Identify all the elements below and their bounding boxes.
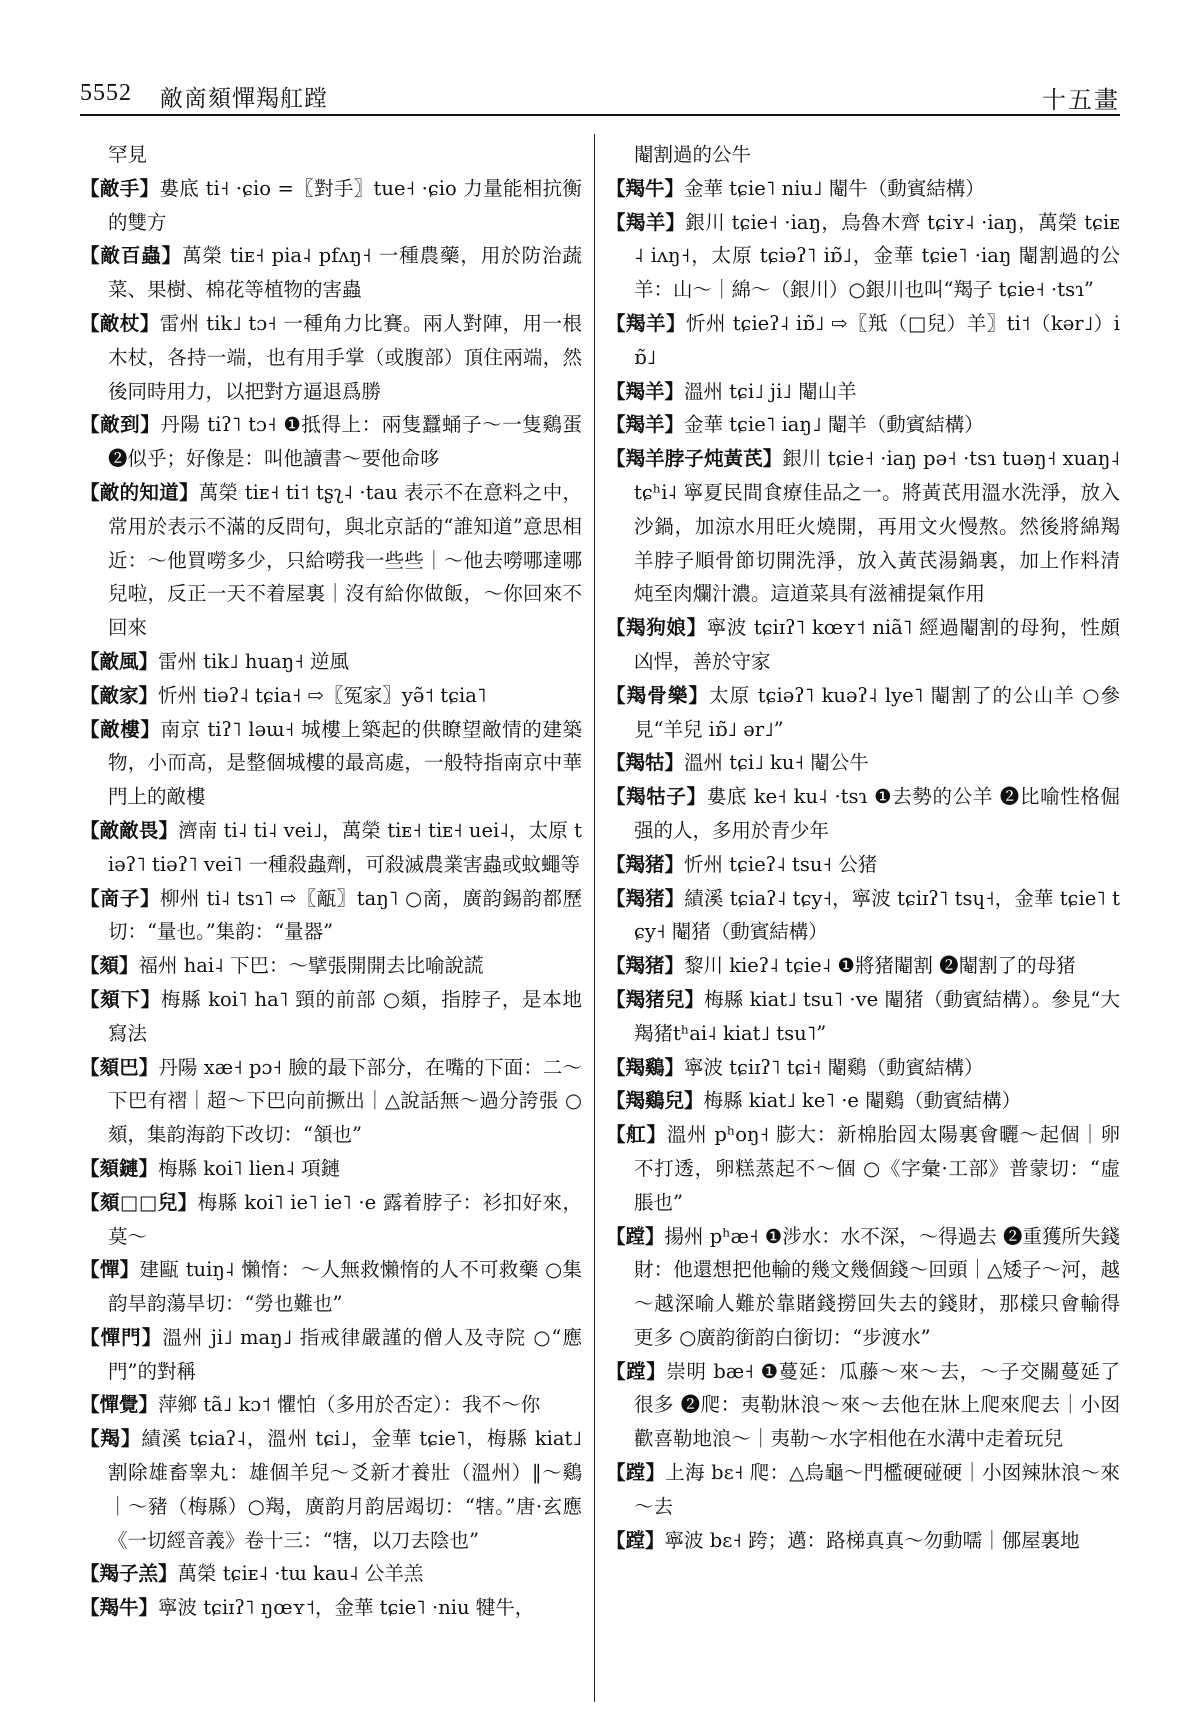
entry-definition: 罕見: [108, 143, 148, 166]
dictionary-entry: [606, 442, 1120, 611]
entry-definition: 濟南 ti˨ ti˨ vei˩，萬榮 tiᴇ˧ tiᴇ˧ uei˨，太原 tiəʔ˥ tiəʔ˥ vei˥ 一種殺蟲劑，可殺滅農業害蟲或蚊蠅等: [108, 818, 582, 876]
dictionary-entry: [80, 1591, 582, 1625]
dictionary-entry: [80, 172, 582, 240]
entry-headword: 【羯羊】: [606, 311, 686, 335]
entry-definition: 婁底 ti˧ ·ɕio =〖對手〗tue˧ ·ɕio 力量能相抗衡的雙方: [108, 176, 582, 234]
entry-headword: 【羯猪】: [606, 852, 685, 876]
entry-definition: 銀川 tɕie˧ ·iaŋ，烏魯木齊 tɕiʏ˨ ·iaŋ，萬榮 tɕiᴇ˨ iʌŋ˧，太原 tɕiəʔ˥ iɒ̃˩，金華 tɕie˥ ·iaŋ 閹割過的公羊：山～｜綿～（銀川）○銀川也叫“羯子 tɕie˧ ·tsɿ”: [634, 210, 1120, 302]
entry-headword: 【羯羊】: [606, 413, 685, 437]
entry-headword: 【頦下】: [80, 987, 161, 1011]
entry-definition: 梅縣 koi˥ lien˨ 項鏈: [158, 1156, 341, 1180]
entry-definition: 丹陽 xæ˧ pɔ˧ 臉的最下部分，在嘴的下面：二～下巴有褶｜超～下巴向前撅出｜△說話無～過分誇張 ○頦，集韵海韵下改切：“頷也”: [108, 1055, 582, 1147]
dictionary-entry: [606, 307, 1120, 375]
dictionary-entry: [80, 307, 582, 408]
left-column: [80, 138, 582, 1625]
dictionary-entry: [606, 679, 1120, 747]
dictionary-entry: [606, 983, 1120, 1051]
dictionary-entry: [80, 645, 582, 679]
dictionary-entry: [606, 408, 1120, 442]
right-column: [606, 138, 1120, 1557]
dictionary-entry: [606, 1051, 1120, 1085]
entry-definition: 忻州 tɕieʔ˨ iɒ̃˩ ⇨〖羝（□兒）羊〗ti˦（kər˩）iɒ̃˩: [634, 311, 1120, 369]
column-divider: [594, 134, 595, 1702]
entry-definition: 南京 tiʔ˥ ləɯ˧ 城樓上築起的供瞭望敵情的建築物，小而高，是整個城樓的最高處，一般特指南京中華門上的敵樓: [108, 717, 582, 809]
entry-definition: 雷州 tik˩ tɔ˧ 一種角力比賽。兩人對陣，用一根木杖，各持一端，也有用手掌（或腹部）頂住兩端，然後同時用力，以把對方逼退爲勝: [108, 311, 582, 403]
entry-definition: 寧波 tɕiɪʔ˥ ŋœʏ˦，金華 tɕie˥ ·niu 犍牛，: [158, 1596, 535, 1620]
entry-definition: 忻州 tɕieʔ˨ tsu˧ 公猪: [684, 852, 878, 876]
entry-headword: 【羯羊脖子炖黃芪】: [606, 447, 783, 471]
entry-headword: 【敵百蟲】: [80, 244, 183, 268]
entry-headword: 【敵樓】: [80, 717, 161, 741]
entry-definition: 上海 bɛ˧ 爬：△烏龜～門檻硬碰硬｜小囡辣牀浪～來～去: [634, 1461, 1120, 1518]
entry-headword: 【羯牯子】: [606, 785, 707, 809]
entry-headword: 【羯牯】: [606, 751, 685, 775]
entry-definition: 太原 tɕiəʔ˥ kuəʔ˨ lye˥ 閹割了的公山羊 ○參見“羊兒 iɒ̃˩ ər˩”: [634, 683, 1120, 741]
entry-headword: 【羯子羔】: [80, 1562, 178, 1586]
entry-definition: 閹割過的公牛: [634, 143, 752, 166]
entry-headword: 【敵家】: [80, 683, 159, 707]
dictionary-entry: [80, 949, 582, 983]
entry-definition: 建甌 tuiŋ˨ 懶惰：～人無救懶惰的人不可救藥 ○集韵旱韵蕩旱切：“勞也難也”: [108, 1258, 582, 1316]
entry-headword: 【敵手】: [80, 176, 160, 200]
dictionary-entry: [606, 1456, 1120, 1524]
entry-headword: 【敵敵畏】: [80, 818, 179, 842]
entry-definition: 梅縣 koi˥ ha˥ 頸的前部 ○頦，指脖子，是本地寫法: [108, 987, 582, 1045]
dictionary-entry: [80, 713, 582, 814]
entry-definition: 溫州 pʰoŋ˧ 膨大：新棉胎囥太陽裏會曬～起個｜卵不打透，卵糕蒸起不～個 ○《字彙·工部》普蒙切：“虛脹也”: [634, 1123, 1120, 1214]
dictionary-entry: [80, 1253, 582, 1321]
entry-headword: 【頦巴】: [80, 1055, 159, 1079]
entry-definition: 金華 tɕie˥ niu˩ 閹牛（動賓結構）: [684, 176, 985, 200]
entry-headword: 【羯羊】: [606, 210, 686, 234]
dictionary-entry: [80, 1051, 582, 1152]
entry-definition: 銀川 tɕie˧ ·iaŋ pə˧ ·tsɿ tuəŋ˧ xuaŋ˨ tɕʰi˨ 寧夏民間食療佳品之一。將黃芪用溫水洗淨，放入沙鍋，加涼水用旺火燒開，再用文火慢熬。然後將綿羯羊脖子順骨節切開洗淨，放入黃芪湯鍋裏，加上作料清炖至肉爛汁濃。這道菜具有滋補提氣作用: [634, 447, 1120, 606]
entry-definition: 忻州 tiəʔ˨ tɕia˧ ⇨〖冤家〗yə̃˦ tɕia˥: [158, 683, 487, 707]
entry-headword: 【羯】: [80, 1427, 142, 1451]
entry-definition: 梅縣 koi˥ ie˥ ie˥ ·e 露着脖子：衫扣好來，莫～: [108, 1190, 582, 1248]
entry-headword: 【憚】: [80, 1258, 140, 1282]
entry-headword: 【啇子】: [80, 886, 160, 910]
entry-definition: 婁底 ke˧ ku˨ ·tsɿ ❶去勢的公羊 ❷比喻性格倔强的人，多用於青少年: [634, 785, 1120, 842]
entry-headword: 【蹚】: [606, 1461, 666, 1485]
stroke-section-label: 十五畫: [1042, 86, 1120, 114]
entry-headword: 【羯骨樂】: [606, 683, 710, 707]
entry-headword: 【頦鏈】: [80, 1156, 159, 1180]
entry-headword: 【羯鷄】: [606, 1055, 685, 1079]
entry-definition: 溫州 tɕi˩ ji˩ 閹山羊: [684, 379, 857, 403]
entry-headword: 【蹚】: [606, 1528, 665, 1552]
dictionary-entry: [606, 1524, 1120, 1558]
dictionary-entry: [80, 1557, 582, 1591]
entry-definition: 雷州 tik˩ huaŋ˧ 逆風: [158, 649, 350, 673]
dictionary-entry: [606, 1084, 1120, 1118]
entry-definition: 丹陽 tiʔ˥ tɔ˧ ❶抵得上：兩隻蠶蛹子～一隻鷄蛋 ❷似乎；好像是：叫他讀書～要他命哆: [108, 413, 582, 471]
entry-headword: 【蹚】: [606, 1359, 667, 1383]
entry-headword: 【羯猪】: [606, 954, 685, 978]
dictionary-entry: [606, 746, 1120, 780]
entry-headword: 【羯牛】: [80, 1596, 159, 1620]
dictionary-entry: [606, 206, 1120, 307]
dictionary-entry: [606, 949, 1120, 983]
entry-definition: 寧波 tɕiɪʔ˥ kœʏ˦ niã˥ 經過閹割的母狗，性頗凶悍，善於守家: [634, 616, 1120, 673]
dictionary-entry: [80, 983, 582, 1051]
entry-definition: 萬榮 tiᴇ˧ pia˨ pfʌŋ˧ 一種農藥，用於防治蔬菜、果樹、棉花等植物的害蟲: [108, 244, 582, 302]
entry-headword: 【羯羊】: [606, 379, 685, 403]
entry-definition: 寧波 bɛ˧ 跨；邁：路梯真真～勿動嚅｜㑚屋裏地: [664, 1528, 1080, 1552]
entry-headword: 【羯狗娘】: [606, 616, 707, 640]
entry-definition: 梅縣 kiat˩ ke˥ ·e 閹鷄（動賓結構）: [703, 1089, 1022, 1113]
entry-definition: 溫州 ji˩ maŋ˩ 指戒律嚴謹的僧人及寺院 ○“應門”的對稱: [108, 1325, 582, 1383]
entry-definition: 萬榮 tɕiᴇ˨ ·tɯ kau˨ 公羊羔: [177, 1562, 424, 1586]
entry-definition: 黎川 kieʔ˨ tɕie˨ ❶將猪閹割 ❷閹割了的母猪: [684, 954, 1076, 978]
entry-headword: 【蹚】: [606, 1224, 665, 1248]
dictionary-entry: [606, 780, 1120, 848]
dictionary-entry: [80, 239, 582, 307]
page-header: [80, 72, 1120, 120]
dictionary-entry: [606, 611, 1120, 679]
dictionary-entry: [606, 172, 1120, 206]
entry-definition: 績溪 tɕiaʔ˨，溫州 tɕi˩，金華 tɕie˥，梅縣 kiat˩ 割除雄畜睾丸：雄個羊兒～爻新才養壯（溫州）‖～鷄｜～豬（梅縣）○羯，廣韵月韵居竭切：“犗。”唐·玄應《一切經音義》卷十三：“犗，以刀去陰也”: [108, 1427, 582, 1552]
entry-headword: 【敵杖】: [80, 311, 160, 335]
entry-headword: 【憚門】: [80, 1325, 163, 1349]
entry-headword: 【羯鷄兒】: [606, 1089, 704, 1113]
entry-headword: 【頦】: [80, 954, 139, 978]
dictionary-entry: [80, 1152, 582, 1186]
dictionary-entry: [80, 476, 582, 645]
entry-headword: 【敵的知道】: [80, 480, 199, 504]
dictionary-entry: [80, 1321, 582, 1389]
dictionary-entry: [606, 1220, 1120, 1355]
entry-headword: 【羯猪兒】: [606, 987, 705, 1011]
dictionary-entry: [80, 679, 582, 713]
dictionary-entry: [606, 848, 1120, 882]
dictionary-entry: [80, 814, 582, 882]
dictionary-entry: [80, 882, 582, 950]
running-head-characters: 敵啇頦憚羯舡蹚: [160, 86, 328, 112]
dictionary-entry: [80, 138, 582, 172]
dictionary-entry: [606, 1355, 1120, 1456]
entry-headword: 【敵風】: [80, 649, 159, 673]
header-rule: [80, 114, 1120, 116]
dictionary-entry: [606, 1118, 1120, 1219]
entry-definition: 揚州 pʰæ˧ ❶涉水：水不深，～得過去 ❷重獲所失錢財：他還想把他輸的幾文幾個錢～回頭｜△矮子～河，越～越深喻人難於靠賭錢撈回失去的錢財，那樣只會輸得更多 ○廣韵銜韵白銜切：“步渡水”: [634, 1224, 1120, 1349]
entry-definition: 福州 hai˨ 下巴：～擘張開開去比喻說謊: [138, 954, 484, 978]
entry-definition: 萍鄉 tã˩ kɔ˦ 懼怕（多用於否定）：我不～你: [158, 1393, 541, 1417]
dictionary-entry: [80, 1388, 582, 1422]
entry-definition: 績溪 tɕiaʔ˨ tɕy˧，寧波 tɕiɪʔ˥ tsɥ˧，金華 tɕie˥ tɕy˧ 閹猪（動賓結構）: [634, 886, 1120, 944]
entry-definition: 崇明 bæ˧ ❶蔓延：瓜藤～來～去，～子交關蔓延了很多 ❷爬：夷勒牀浪～來～去他在牀上爬來爬去｜小囡歡喜勒地浪～｜夷勒～水字相他在水溝中走着玩兒: [634, 1359, 1120, 1451]
dictionary-entry: [80, 1186, 582, 1254]
entry-definition: 金華 tɕie˥ iaŋ˩ 閹羊（動賓結構）: [684, 413, 984, 437]
entry-definition: 寧波 tɕiɪʔ˥ tɕi˧ 閹鷄（動賓結構）: [684, 1055, 984, 1079]
dictionary-entry: [606, 138, 1120, 172]
dictionary-entry: [80, 408, 582, 476]
entry-headword: 【頦□□兒】: [80, 1190, 198, 1214]
dictionary-entry: [606, 882, 1120, 950]
entry-definition: 萬榮 tiᴇ˧ ti˦ tʂʅ˨ ·tau 表示不在意料之中，常用於表示不滿的反問句，與北京話的“誰知道”意思相近：～他買嘮多少，只給嘮我一些些｜～他去嘮哪達哪兒啦，反正一天不着屋裏｜沒有給你做飯，～你回來不回來: [108, 480, 582, 640]
entry-headword: 【舡】: [606, 1123, 667, 1147]
entry-headword: 【敵到】: [80, 413, 161, 437]
entry-definition: 梅縣 kiat˩ tsu˥ ·ve 閹猪（動賓結構）。參見“大羯猪tʰai˨ kiat˩ tsu˥”: [634, 987, 1120, 1045]
dictionary-entry: [606, 375, 1120, 409]
entry-headword: 【憚覺】: [80, 1393, 159, 1417]
dictionary-entry: [80, 1422, 582, 1557]
entry-headword: 【羯牛】: [606, 176, 685, 200]
page-number: 5552: [80, 80, 132, 106]
entry-definition: 柳州 ti˨ tsɿ˥ ⇨〖甋〗taŋ˥ ○啇，廣韵錫韵都歷切：“量也。”集韵：“量器”: [108, 886, 582, 944]
entry-definition: 溫州 tɕi˩ ku˧ 閹公牛: [684, 751, 869, 775]
entry-headword: 【羯猪】: [606, 886, 685, 910]
